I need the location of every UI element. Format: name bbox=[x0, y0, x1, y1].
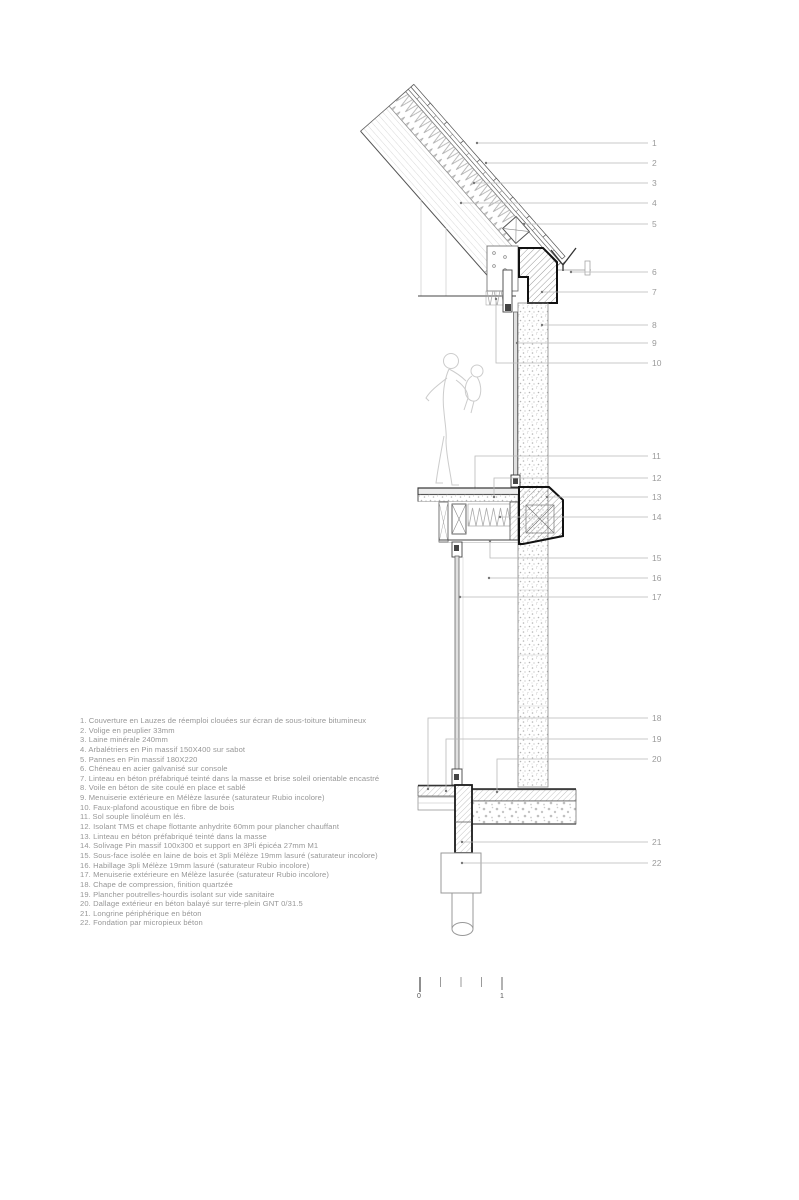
legend-item: 21. Longrine périphérique en béton bbox=[80, 908, 202, 918]
foundation-block bbox=[441, 853, 481, 893]
legend-item: 18. Chape de compression, finition quartzée bbox=[80, 879, 233, 889]
micropile bbox=[452, 893, 473, 936]
eave-detail bbox=[486, 246, 591, 312]
callout-number-21: 21 bbox=[652, 836, 662, 847]
callout-number-9: 9 bbox=[652, 337, 657, 348]
interior-chape bbox=[418, 786, 455, 796]
upper-glazing bbox=[514, 312, 518, 476]
legend-item: 6. Chéneau en acier galvanisé sur console bbox=[80, 764, 228, 774]
legend-item: 17. Menuiserie extérieure en Mélèze lasurée (saturateur Rubio incolore) bbox=[80, 870, 329, 880]
callout-number-18: 18 bbox=[652, 712, 662, 723]
hourdis-floor bbox=[418, 797, 455, 810]
legend-item: 22. Fondation par micropieux béton bbox=[80, 918, 203, 928]
callout-number-5: 5 bbox=[652, 218, 657, 229]
tms-insulation bbox=[418, 495, 519, 502]
callout-number-14: 14 bbox=[652, 511, 662, 522]
scale-label-start: 0 bbox=[417, 993, 421, 1000]
legend-item: 7. Linteau en béton préfabriqué teinté dans la masse et brise soleil orientable encastré bbox=[80, 773, 380, 783]
floor-lintel bbox=[519, 487, 563, 544]
legend-item: 8. Voile en béton de site coulé en place et sablé bbox=[80, 783, 246, 793]
legend-item: 14. Solivage Pin massif 100x300 et support en 3Pli épicéa 27mm M1 bbox=[80, 841, 319, 851]
lower-glazing bbox=[455, 556, 459, 770]
callout-number-3: 3 bbox=[652, 177, 657, 188]
legend-item: 12. Isolant TMS et chape flottante anhydrite 60mm pour plancher chauffant bbox=[80, 822, 340, 832]
legend-item: 19. Plancher poutrelles-hourdis isolant sur vide sanitaire bbox=[80, 889, 275, 899]
callout-number-19: 19 bbox=[652, 733, 662, 744]
leader-15 bbox=[490, 541, 648, 558]
callout-number-7: 7 bbox=[652, 286, 657, 297]
callout-number-12: 12 bbox=[652, 472, 662, 483]
longrine bbox=[455, 785, 472, 853]
exterior-dallage bbox=[472, 790, 576, 801]
legend-item: 3. Laine minérale 240mm bbox=[80, 735, 168, 745]
gnt-layer bbox=[472, 801, 576, 824]
legend-item: 4. Arbalétriers en Pin massif 150X400 sur sabot bbox=[80, 744, 246, 754]
leader-11 bbox=[475, 456, 648, 488]
callout-number-1: 1 bbox=[652, 137, 657, 148]
legend-item: 20. Dallage extérieur en béton balayé sur terre-plein GNT 0/31.5 bbox=[80, 899, 303, 909]
legend-item: 10. Faux-plafond acoustique en fibre de bois bbox=[80, 802, 235, 812]
lower-window bbox=[452, 542, 463, 785]
legend bbox=[80, 716, 379, 928]
legend-item: 13. Linteau en béton préfabriqué teinté dans la masse bbox=[80, 831, 267, 841]
eave-lintel bbox=[519, 248, 557, 303]
mid-floor bbox=[418, 487, 563, 544]
callout-number-22: 22 bbox=[652, 857, 662, 868]
legend-item: 15. Sous-face isolée en laine de bois et 3pli Mélèze 19mm lasuré (saturateur incolore) bbox=[80, 850, 378, 860]
callout-number-6: 6 bbox=[652, 266, 657, 277]
legend-item: 16. Habillage 3pli Mélèze 19mm lasuré (saturateur Rubio incolore) bbox=[80, 860, 310, 870]
callout-number-2: 2 bbox=[652, 157, 657, 168]
scale-bar bbox=[420, 977, 502, 992]
scale-label-end: 1 bbox=[500, 993, 504, 1000]
callout-number-17: 17 bbox=[652, 591, 662, 602]
callout-number-8: 8 bbox=[652, 319, 657, 330]
chape-lino bbox=[418, 488, 519, 495]
legend-item: 11. Sol souple linoléum en lés. bbox=[80, 812, 186, 822]
callout-number-15: 15 bbox=[652, 552, 662, 563]
legend-item: 9. Menuiserie extérieure en Mélèze lasurée (saturateur Rubio incolore) bbox=[80, 793, 325, 803]
legend-item: 1. Couverture en Lauzes de réemploi clouées sur écran de sous-toiture bitumineux bbox=[80, 716, 367, 725]
callout-number-16: 16 bbox=[652, 572, 662, 583]
eave-blocking bbox=[487, 246, 518, 291]
ground-assembly bbox=[418, 785, 576, 936]
callout-number-10: 10 bbox=[652, 357, 662, 368]
callout-number-11: 11 bbox=[652, 450, 661, 461]
woodfiber-insulation bbox=[468, 504, 510, 526]
human-figure bbox=[426, 354, 483, 486]
callout-number-20: 20 bbox=[652, 753, 662, 764]
callout-number-4: 4 bbox=[652, 197, 657, 208]
legend-item: 2. Volige en peuplier 33mm bbox=[80, 725, 175, 735]
callout-number-13: 13 bbox=[652, 491, 662, 502]
legend-item: 5. Pannes en Pin massif 180X220 bbox=[80, 754, 198, 764]
support-member bbox=[510, 502, 518, 540]
